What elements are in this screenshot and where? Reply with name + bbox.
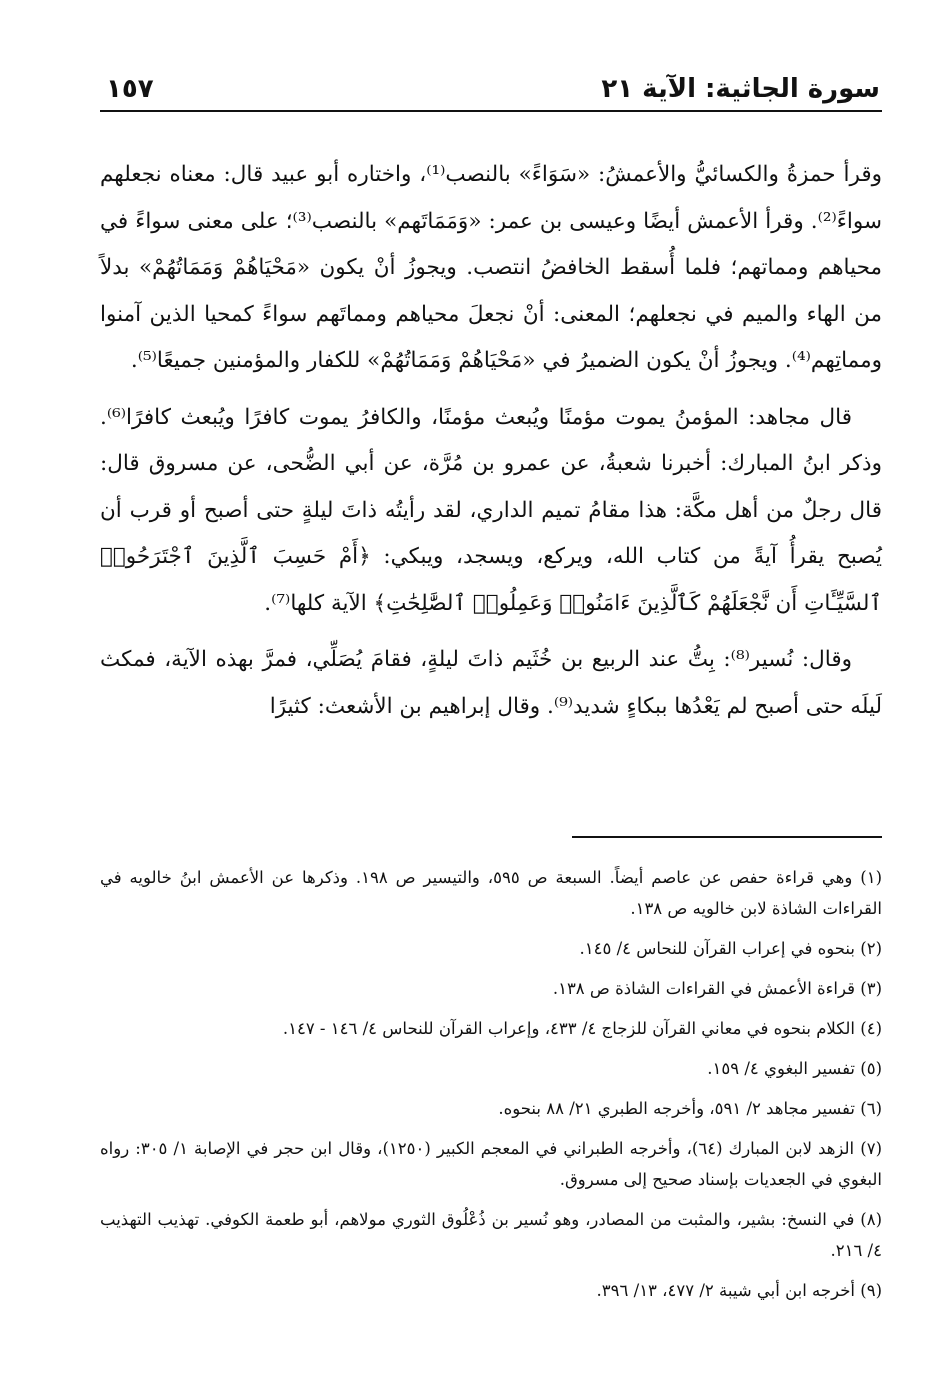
footnote: (٣) قراءة الأعمش في القراءات الشاذة ص ١٣٨.: [552, 979, 882, 998]
page-header: [100, 70, 882, 112]
paragraph: وقال: نُسير⁽⁸⁾: بِتُّ عند الربيع بن خُثَيم ذاتَ ليلةٍ، فقامَ يُصَلِّي، فمرَّ بهذه الآية، فمكث لَيلَه حتى أصبح لم يَعْدُها ببكاءٍ شديد⁽⁹⁾. وقال إبراهيم بن الأشعث: كثيرًا: [100, 647, 882, 719]
footnote: (٥) تفسير البغوي ٤/ ١٥٩.: [707, 1059, 882, 1078]
footnote: (٤) الكلام بنحوه في معاني القرآن للزجاج ٤/ ٤٣٣، وإعراب القرآن للنحاس ٤/ ١٤٦ - ١٤٧.: [282, 1019, 882, 1038]
footnote: (٦) تفسير مجاهد ٢/ ٥٩١، وأخرجه الطبري ٢١/ ٨٨ بنحوه.: [498, 1099, 882, 1118]
footnote: (٢) بنحوه في إعراب القرآن للنحاس ٤/ ١٤٥.: [579, 939, 882, 958]
running-title: سورة الجاثية: الآية ٢١: [601, 74, 880, 104]
footnote-separator: [572, 836, 882, 838]
paragraph: قال مجاهد: المؤمنُ يموت مؤمنًا ويُبعث مؤمنًا، والكافرُ يموت كافرًا ويُبعث كافرًا⁽⁶⁾. وذكر ابنُ المبارك: أخبرنا شعبةُ، عن عمرو بن مُرَّة، عن أبي الضُّحى، عن مسروق قال: قال رجلٌ من أهل مكَّة: هذا مقامُ تميم الداري، لقد رأيتُه ذاتَ ليلةٍ حتى أصبح أو قرب أن يُصبح يقرأُ آيةً من كتاب الله، ويركع، ويسجد، ويبكي: ﴿أَمْ حَسِبَ ٱلَّذِينَ ٱجْتَرَحُوا۟ ٱلسَّيِّـَٔاتِ أَن نَّجْعَلَهُمْ كَٱلَّذِينَ ءَامَنُوا۟ وَعَمِلُوا۟ ٱلصَّٰلِحَٰتِ﴾ الآية كلها⁽⁷⁾.: [100, 404, 882, 616]
footnote: (١) وهي قراءة حفص عن عاصم أيضاً. السبعة ص ٥٩٥، والتيسير ص ١٩٨. وذكرها عن الأعمش ابنُ خالويه في القراءات الشاذة لابن خالويه ص ١٣٨.: [100, 868, 882, 918]
footnotes: [100, 862, 882, 1315]
main-text: [100, 152, 882, 730]
paragraph: وقرأ حمزةُ والكسائيُّ والأعمشُ: «سَوَاءً» بالنصب⁽¹⁾، واختاره أبو عبيد قال: معناه نجعلهم سواءً⁽²⁾. وقرأ الأعمش أيضًا وعيسى بن عمر: «وَمَمَاتَهم» بالنصب⁽³⁾؛ على معنى سواءً في محياهم ومماتهم؛ فلما أُسقط الخافضُ انتصب. ويجوزُ أنْ يكون «مَحْيَاهُمْ وَمَمَاتُهُمْ» بدلاً من الهاء والميم في نجعلهم؛ المعنى: أنْ نجعلَ محياهم ومماتَهم سواءً كمحيا الذين آمنوا ومماتِهم⁽⁴⁾. ويجوزُ أنْ يكون الضميرُ في «مَحْيَاهُمْ وَمَمَاتُهُمْ» للكفار والمؤمنين جميعًا⁽⁵⁾.: [100, 162, 882, 373]
page-number: ١٥٧: [106, 74, 154, 104]
footnote: (٩) أخرجه ابن أبي شيبة ٢/ ٤٧٧، ١٣/ ٣٩٦.: [596, 1281, 882, 1300]
footnote: (٨) في النسخ: بشير، والمثبت من المصادر، وهو نُسير بن ذُعْلُوق الثوري مولاهم، أبو طعمة الكوفي. تهذيب التهذيب ٤/ ٢١٦.: [100, 1210, 882, 1260]
footnote: (٧) الزهد لابن المبارك (٦٤)، وأخرجه الطبراني في المعجم الكبير (١٢٥٠)، وقال ابن حجر في الإصابة ١/ ٣٠٥: رواه البغوي في الجعديات بإسناد صحيح إلى مسروق.: [100, 1139, 882, 1189]
